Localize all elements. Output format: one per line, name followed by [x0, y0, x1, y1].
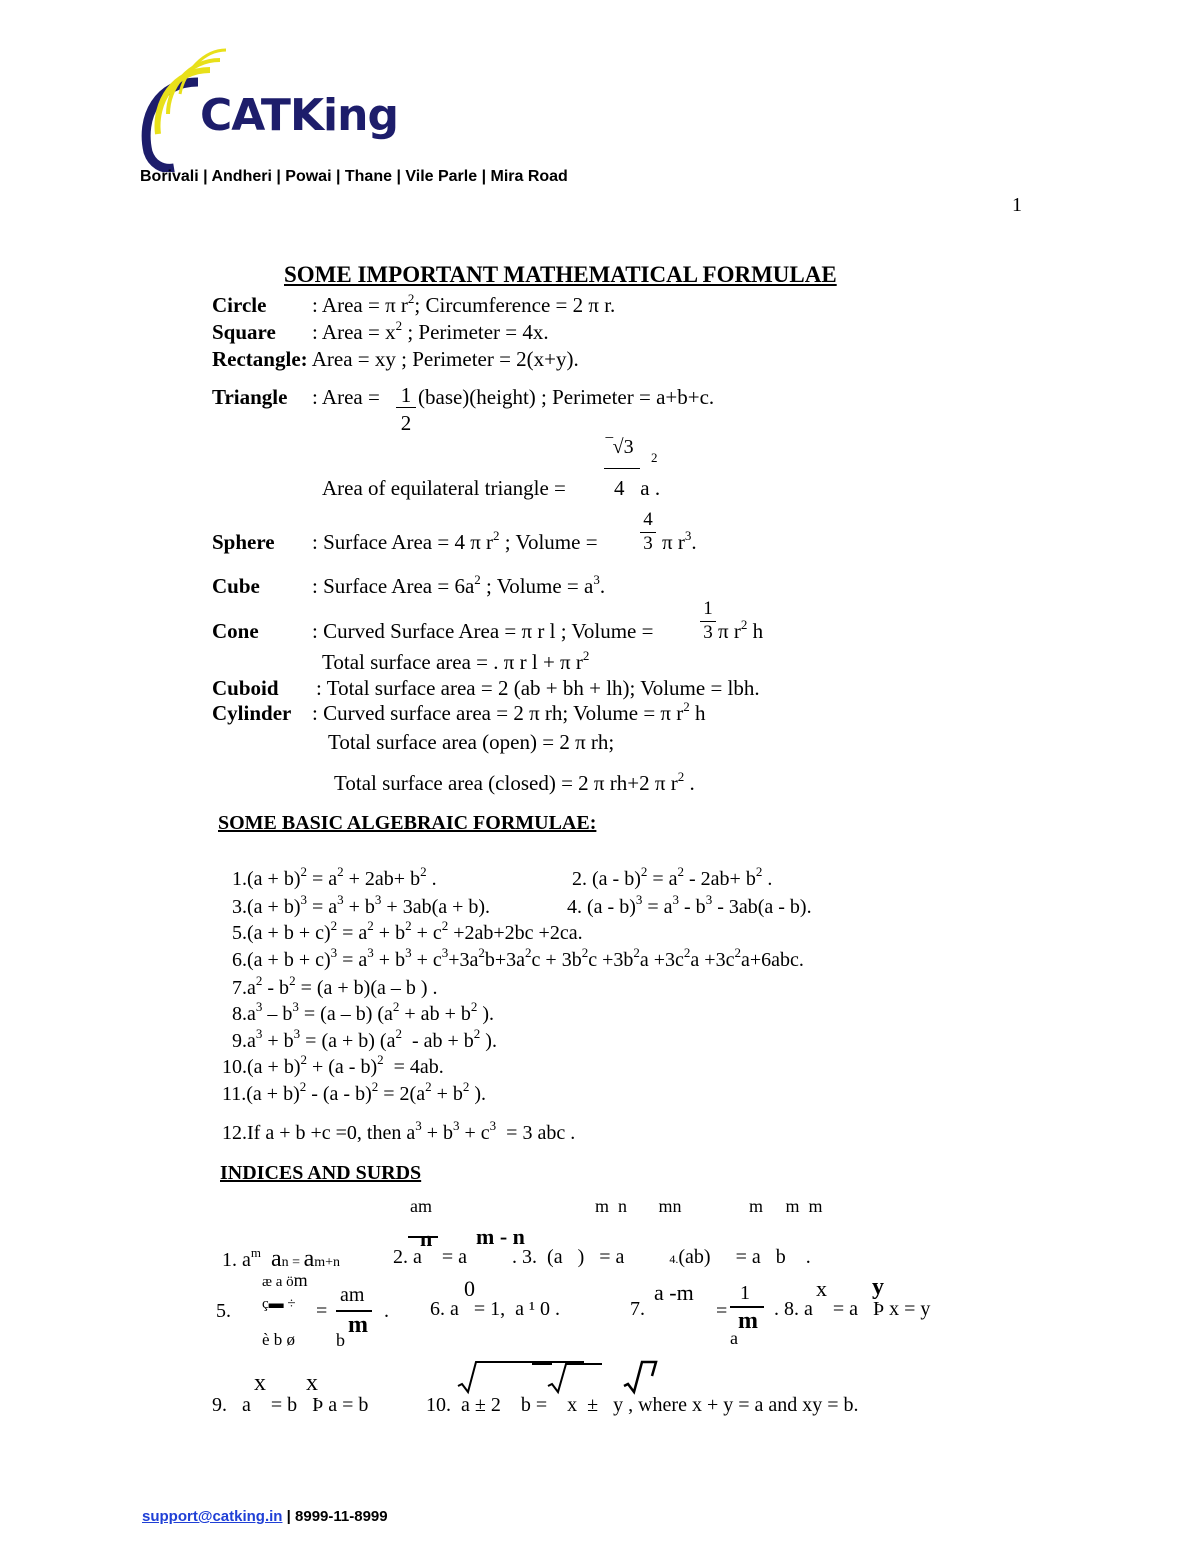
- indices-row-8: . 8. a = a Þ x = y: [774, 1298, 931, 1320]
- cube-label: Cube: [212, 574, 260, 598]
- cone-fraction: 1 3: [700, 597, 716, 644]
- indices-row-5-frac-m: m: [348, 1312, 368, 1338]
- support-phone: 8999-11-8999: [295, 1508, 388, 1525]
- square-formula: : Area = $x^2$ ; Perimeter = 4x.: [312, 318, 549, 344]
- indices-row-9: 9. a = b Þ a = b: [212, 1394, 369, 1416]
- triangle-formula-rest: (base)(height) ; Perimeter = a+b+c.: [418, 385, 715, 409]
- indices-row-5-frac-den: b: [336, 1330, 345, 1350]
- cuboid-row: [212, 676, 760, 701]
- indices-row-5-mid: ç▬ ÷: [262, 1296, 296, 1312]
- circle-row: [212, 293, 615, 318]
- indices-row-8-x: x: [816, 1276, 827, 1301]
- algebra-row-3: $3.(a + b)^3 = a^3 + b^3 + 3ab(a + b)$.: [232, 892, 491, 918]
- indices-row-7-m: m: [738, 1308, 758, 1334]
- algebra-row-10: $10.(a + b)^2 + (a - b)^2 = 4ab$.: [222, 1052, 444, 1078]
- sphere-formula-rest: π $r^3$.: [662, 528, 697, 554]
- algebra-row-1: $1.(a + b)^2 = a^2 + 2ab+ b^2$ .: [232, 864, 437, 890]
- indices-row-5-label: 5.: [216, 1300, 231, 1322]
- algebra-row-12: 12.If a + b +c =0, then $a^3 + b^3 + c^3 = 3$ abc .: [222, 1118, 576, 1144]
- equilateral-row: [322, 476, 566, 501]
- indices-row-7-exp: a -m: [654, 1280, 694, 1305]
- indices-row-7-den: a: [730, 1328, 738, 1348]
- algebra-section-title: SOME BASIC ALGEBRAIC FORMULAE:: [218, 812, 597, 834]
- footer: [142, 1508, 388, 1525]
- indices-row-7-num: 1: [740, 1282, 750, 1304]
- sqrt3-symbol: ‾√3: [606, 436, 634, 458]
- rectangle-formula: Area = xy ; Perimeter = 2(x+y).: [311, 347, 579, 371]
- cone-row: [212, 619, 653, 644]
- branches: Borivali | Andheri | Powai | Thane | Vile Parle | Mira Road: [140, 168, 568, 185]
- square-label: Square: [212, 320, 276, 344]
- square-row: [212, 320, 549, 345]
- triangle-formula: : Area =: [312, 385, 380, 409]
- equilateral-fraction-line: [604, 468, 640, 469]
- algebra-row-2: 2. $(a - b)^2 = a^2 - 2ab+ b^2$ .: [572, 864, 773, 890]
- indices-row-5-end: .: [384, 1300, 389, 1322]
- algebra-row-11: $11.(a + b)^2 - (a - b)^2 = 2(a^2 + b^2$ ).: [222, 1079, 487, 1105]
- equilateral-denominator: 4 a .: [614, 476, 661, 500]
- cylinder-label: Cylinder: [212, 701, 292, 725]
- sphere-label: Sphere: [212, 530, 275, 554]
- indices-row-10: 10. a ± 2 b = x ± y , where x + y = a and xy = b.: [426, 1394, 859, 1416]
- algebra-row-4: 4. $(a - b)^3 = a^3 - b^3 - 3ab(a - b)$.: [567, 892, 812, 918]
- triangle-label: Triangle: [212, 385, 288, 409]
- cylinder-open-row: Total surface area (open) = 2 π rh;: [328, 730, 615, 754]
- brand-name: CATKing: [200, 90, 398, 141]
- indices-row-5-frac-num: am: [340, 1284, 365, 1306]
- indices-section-title: INDICES AND SURDS: [220, 1162, 422, 1184]
- cube-row: [212, 574, 605, 599]
- algebra-row-7: $7.a^2 - b^2 = (a + b)(a - b$ ) .: [232, 973, 438, 999]
- cuboid-label: Cuboid: [212, 676, 279, 700]
- indices-row-2: 2. a = a . 3. (a ) = a 4.(ab) = a b .: [393, 1246, 811, 1268]
- cylinder-row: [212, 701, 706, 726]
- algebra-row-5: $5.(a + b + c)^2 = a^2 + b^2 + c^2 +2ab+2bc +2ca$.: [232, 918, 583, 944]
- indices-row-9-x2: x: [306, 1370, 318, 1396]
- equilateral-sup: 2: [651, 450, 658, 465]
- indices-row-6-exp: 0: [464, 1276, 475, 1301]
- indices-row-2-exp: m - n: [476, 1224, 525, 1249]
- rectangle-row: [212, 347, 579, 372]
- cone-total-row: Total surface area = . π r l + π $r^2$: [322, 648, 590, 674]
- cone-formula: : Curved Surface Area = π r l ; Volume =: [312, 619, 654, 643]
- indices-row-7: 7.: [630, 1298, 645, 1320]
- sphere-formula: : Surface Area = 4 π $r^2$ ; Volume =: [312, 528, 598, 554]
- indices-row-1: 1. $a^m$ an = am+n: [222, 1245, 341, 1272]
- indices-row-5-eq: =: [316, 1300, 328, 1322]
- indices-row-8-y: y: [872, 1274, 884, 1300]
- indices-sup-row-2: m n mn m m m: [595, 1196, 823, 1216]
- cylinder-closed-row: Total surface area (closed) = 2 π rh+2 π $r^2$ .: [334, 769, 695, 795]
- logo: [138, 42, 418, 172]
- algebra-row-9: $9.a^3 + b^3 = (a + b)$ ($a^2$ - ab + $b^2$ ).: [232, 1026, 497, 1052]
- indices-row-7-eq: =: [716, 1300, 728, 1322]
- cuboid-formula: : Total surface area = 2 (ab + bh + lh); Volume = lbh.: [316, 676, 760, 700]
- algebra-row-6: $6.(a + b + c)^3 = a^3 + b^3 + c^3+3a^2b+3a^2c + 3b^2c +3b^2a +3c^2a +3c^2a+6abc$.: [232, 945, 804, 971]
- page-number: 1: [1012, 194, 1022, 216]
- sphere-row: [212, 530, 598, 555]
- indices-row-6: 6. a = 1, a ¹ 0 .: [430, 1298, 561, 1320]
- indices-row-5-top: æ a öm: [262, 1270, 308, 1290]
- algebra-row-8: $8.a^3 - b^3 = (a - b) (a^2$ + ab + $b^2$ ).: [232, 999, 495, 1025]
- triangle-row: [212, 385, 380, 410]
- footer-separator: |: [286, 1508, 296, 1525]
- indices-row-5-bot: è b ø: [262, 1330, 296, 1349]
- cone-label: Cone: [212, 619, 259, 643]
- indices-sup-row: am: [410, 1196, 432, 1216]
- triangle-half-fraction: 1 2: [396, 383, 416, 438]
- sqrt-signs-icon: [456, 1356, 666, 1396]
- indices-row-2-n: n: [420, 1226, 433, 1251]
- circle-formula: : Area = π $r^2$; Circumference = 2 π r.: [312, 291, 616, 317]
- sphere-fraction: 4 3: [640, 508, 656, 555]
- rectangle-label: Rectangle:: [212, 347, 308, 371]
- support-email-link[interactable]: support@catking.in: [142, 1508, 283, 1525]
- page-title: SOME IMPORTANT MATHEMATICAL FORMULAE: [284, 262, 837, 287]
- circle-label: Circle: [212, 293, 267, 317]
- cube-formula: : Surface Area = $6a^2$ ; Volume = $a^3$.: [312, 572, 606, 598]
- cylinder-formula: : Curved surface area = 2 π rh; Volume = π $r^2$ h: [312, 699, 706, 725]
- indices-row-9-x1: x: [254, 1370, 266, 1396]
- cone-formula-rest: π $r^2$ h: [718, 617, 764, 643]
- equilateral-label: Area of equilateral triangle =: [322, 476, 566, 500]
